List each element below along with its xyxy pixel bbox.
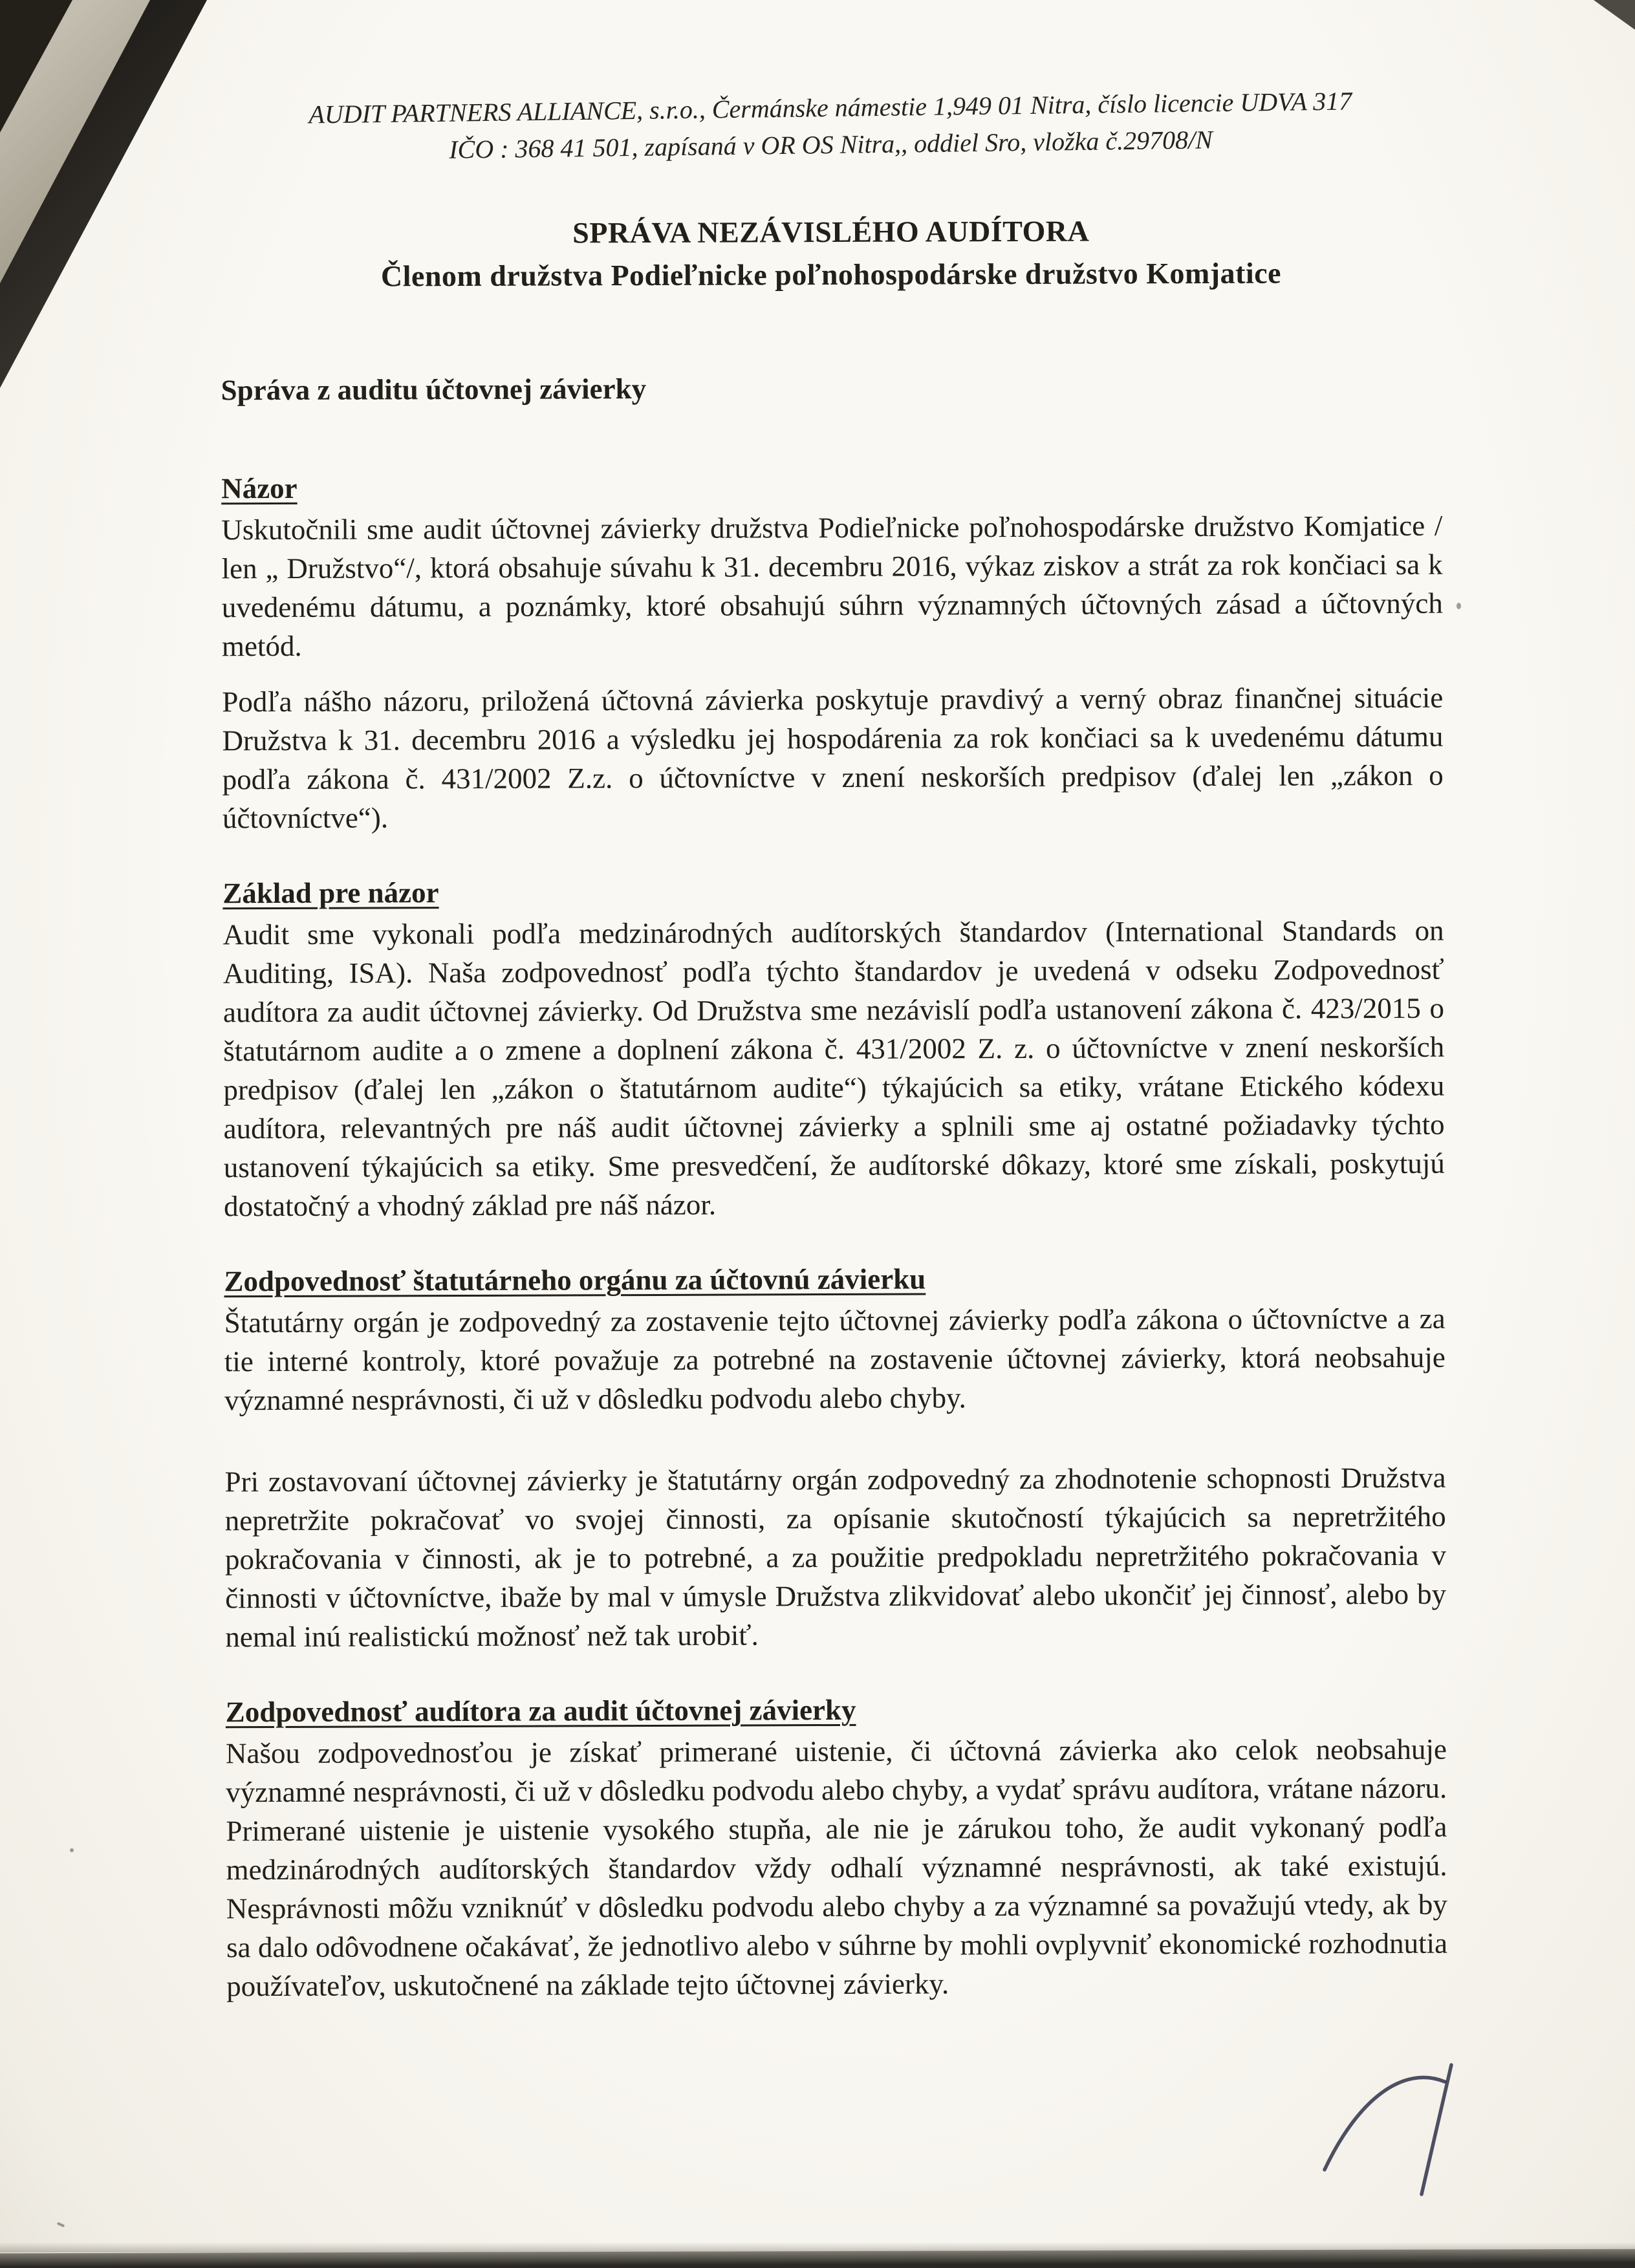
scan-speck <box>70 1848 74 1852</box>
paragraph: Pri zostavovaní účtovnej závierky je štatutárny orgán zodpovedný za zhodnotenie schopnosti Družstva nepretržite pokračovať vo svojej činnosti, za opísanie skutočností týkajúcich sa nepretržitého pokračovania v činnosti, ak je to potrebné, a za použitie predpokladu nepretržitého pokračovania v činnosti v účtovníctve, ibaže by mal v úmysle Družstva zlikvidovať alebo ukončiť jej činnosť, alebo by nemal inú realistickú možnosť než tak urobiť. <box>224 1461 1447 1654</box>
letterhead <box>220 81 1442 171</box>
top-right-edge-artifact <box>1594 0 1635 30</box>
paragraph: Štatutárny orgán je zodpovedný za zostavenie tejto účtovnej závierky podľa zákona o účtovníctve a za tie interné kontroly, ktoré považuje za potrebné na zostavenie účtovnej závierky, ktorá neobsahuje významné nesprávnosti, či už v dôsledku podvodu alebo chyby. <box>224 1302 1446 1417</box>
report-title: SPRÁVA NEZÁVISLÉHO AUDÍTORA <box>572 214 1090 250</box>
report-addressee: Členom družstva Podieľnicke poľnohospodárske družstvo Komjatice <box>380 256 1282 293</box>
report-title-block <box>221 209 1442 299</box>
document-content <box>220 87 1447 2006</box>
section-zodpovednost-auditora <box>226 1689 1448 2006</box>
handwritten-pen-mark <box>1313 2060 1507 2199</box>
section-heading-zodpovednost-auditora: Zodpovednosť audítora za audit účtovnej závierky <box>225 1693 856 1729</box>
paragraph: Našou zodpovednosťou je získať primerané uistenie, či účtovná závierka ako celok neobsahuje významné nesprávnosti, či už v dôsledku podvodu alebo chyby, a vydať správu audítora, vrátane názoru. Primerané uistenie je uistenie vysokého stupňa, ale nie je zárukou toho, že audit vykonaný podľa medzinárodných audítorských štandardov vždy odhalí významné nesprávnosti, ak také existujú. Nesprávnosti môžu vzniknúť v dôsledku podvodu alebo chyby a za významné sa považujú vtedy, ak by sa dalo odôvodnene očakávať, že jednotlivo alebo v súhrne by mohli ovplyvniť ekonomické rozhodnutia používateľov, uskutočnené na základe tejto účtovnej závierky. <box>225 1733 1448 2003</box>
section-heading-nazor: Názor <box>221 471 298 505</box>
paragraph: Uskutočnili sme audit účtovnej závierky družstva Podieľnicke poľnohospodárske družstvo Komjatice / len „ Družstvo“/, ktorá obsahuje súvahu k 31. decembru 2016, výkaz ziskov a strát za rok končiaci sa k uvedenému dátumu, a poznámky, ktoré obsahujú súhrn významných účtovných zásad a účtovných metód. <box>221 509 1443 663</box>
letterhead-line-1: AUDIT PARTNERS ALLIANCE, s.r.o., Čermánske námestie 1,949 01 Nitra, číslo licencie UDVA 317 <box>309 86 1352 129</box>
paragraph: Audit sme vykonali podľa medzinárodných audítorských štandardov (International Standards on Auditing, ISA). Naša zodpovednosť podľa týchto štandardov je uvedená v odseku Zodpovednosť audítora za audit účtovnej závierky. Od Družstva sme nezávislí podľa ustanovení zákona č. 423/2015 o štatutárnom audite a o zmene a doplnení zákona č. 431/2002 Z. z. o účtovníctve v znení neskorších predpisov (ďalej len „zákon o štatutárnom audite“) týkajúcich sa etiky, vrátane Etického kódexu audítora, relevantných pre náš audit účtovnej závierky a splnili sme aj ostatné požiadavky týchto ustanovení týkajúcich sa etiky. Sme presvedčení, že audítorské dôkazy, ktoré sme získali, poskytujú dostatočný a vhodný základ pre náš názor. <box>222 914 1445 1223</box>
section-heading-zodpovednost-organu: Zodpovednosť štatutárneho orgánu za účtovnú závierku <box>224 1262 926 1298</box>
section-heading-zaklad: Základ pre názor <box>222 876 439 910</box>
letterhead-line-2: IČO : 368 41 501, zapísaná v OR OS Nitra,, oddiel Sro, vložka č.29708/N <box>448 125 1213 164</box>
section-nazor <box>221 465 1444 838</box>
section-zaklad-pre-nazor <box>222 870 1445 1226</box>
paragraph: Podľa nášho názoru, priložená účtovná závierka poskytuje pravdivý a verný obraz finančnej situácie Družstva k 31. decembru 2016 a výsledku jej hospodárenia za rok končiaci sa k uvedenému dátumu podľa zákona č. 431/2002 Z.z. o účtovníctve v znení neskorších predpisov (ďalej len „zákon o účtovníctve“). <box>222 681 1444 835</box>
document-section-title: Správa z auditu účtovnej závierky <box>221 372 647 407</box>
scan-speck <box>1456 603 1461 609</box>
scan-speck <box>57 2222 65 2228</box>
section-zodpovednost-organu <box>224 1258 1446 1657</box>
